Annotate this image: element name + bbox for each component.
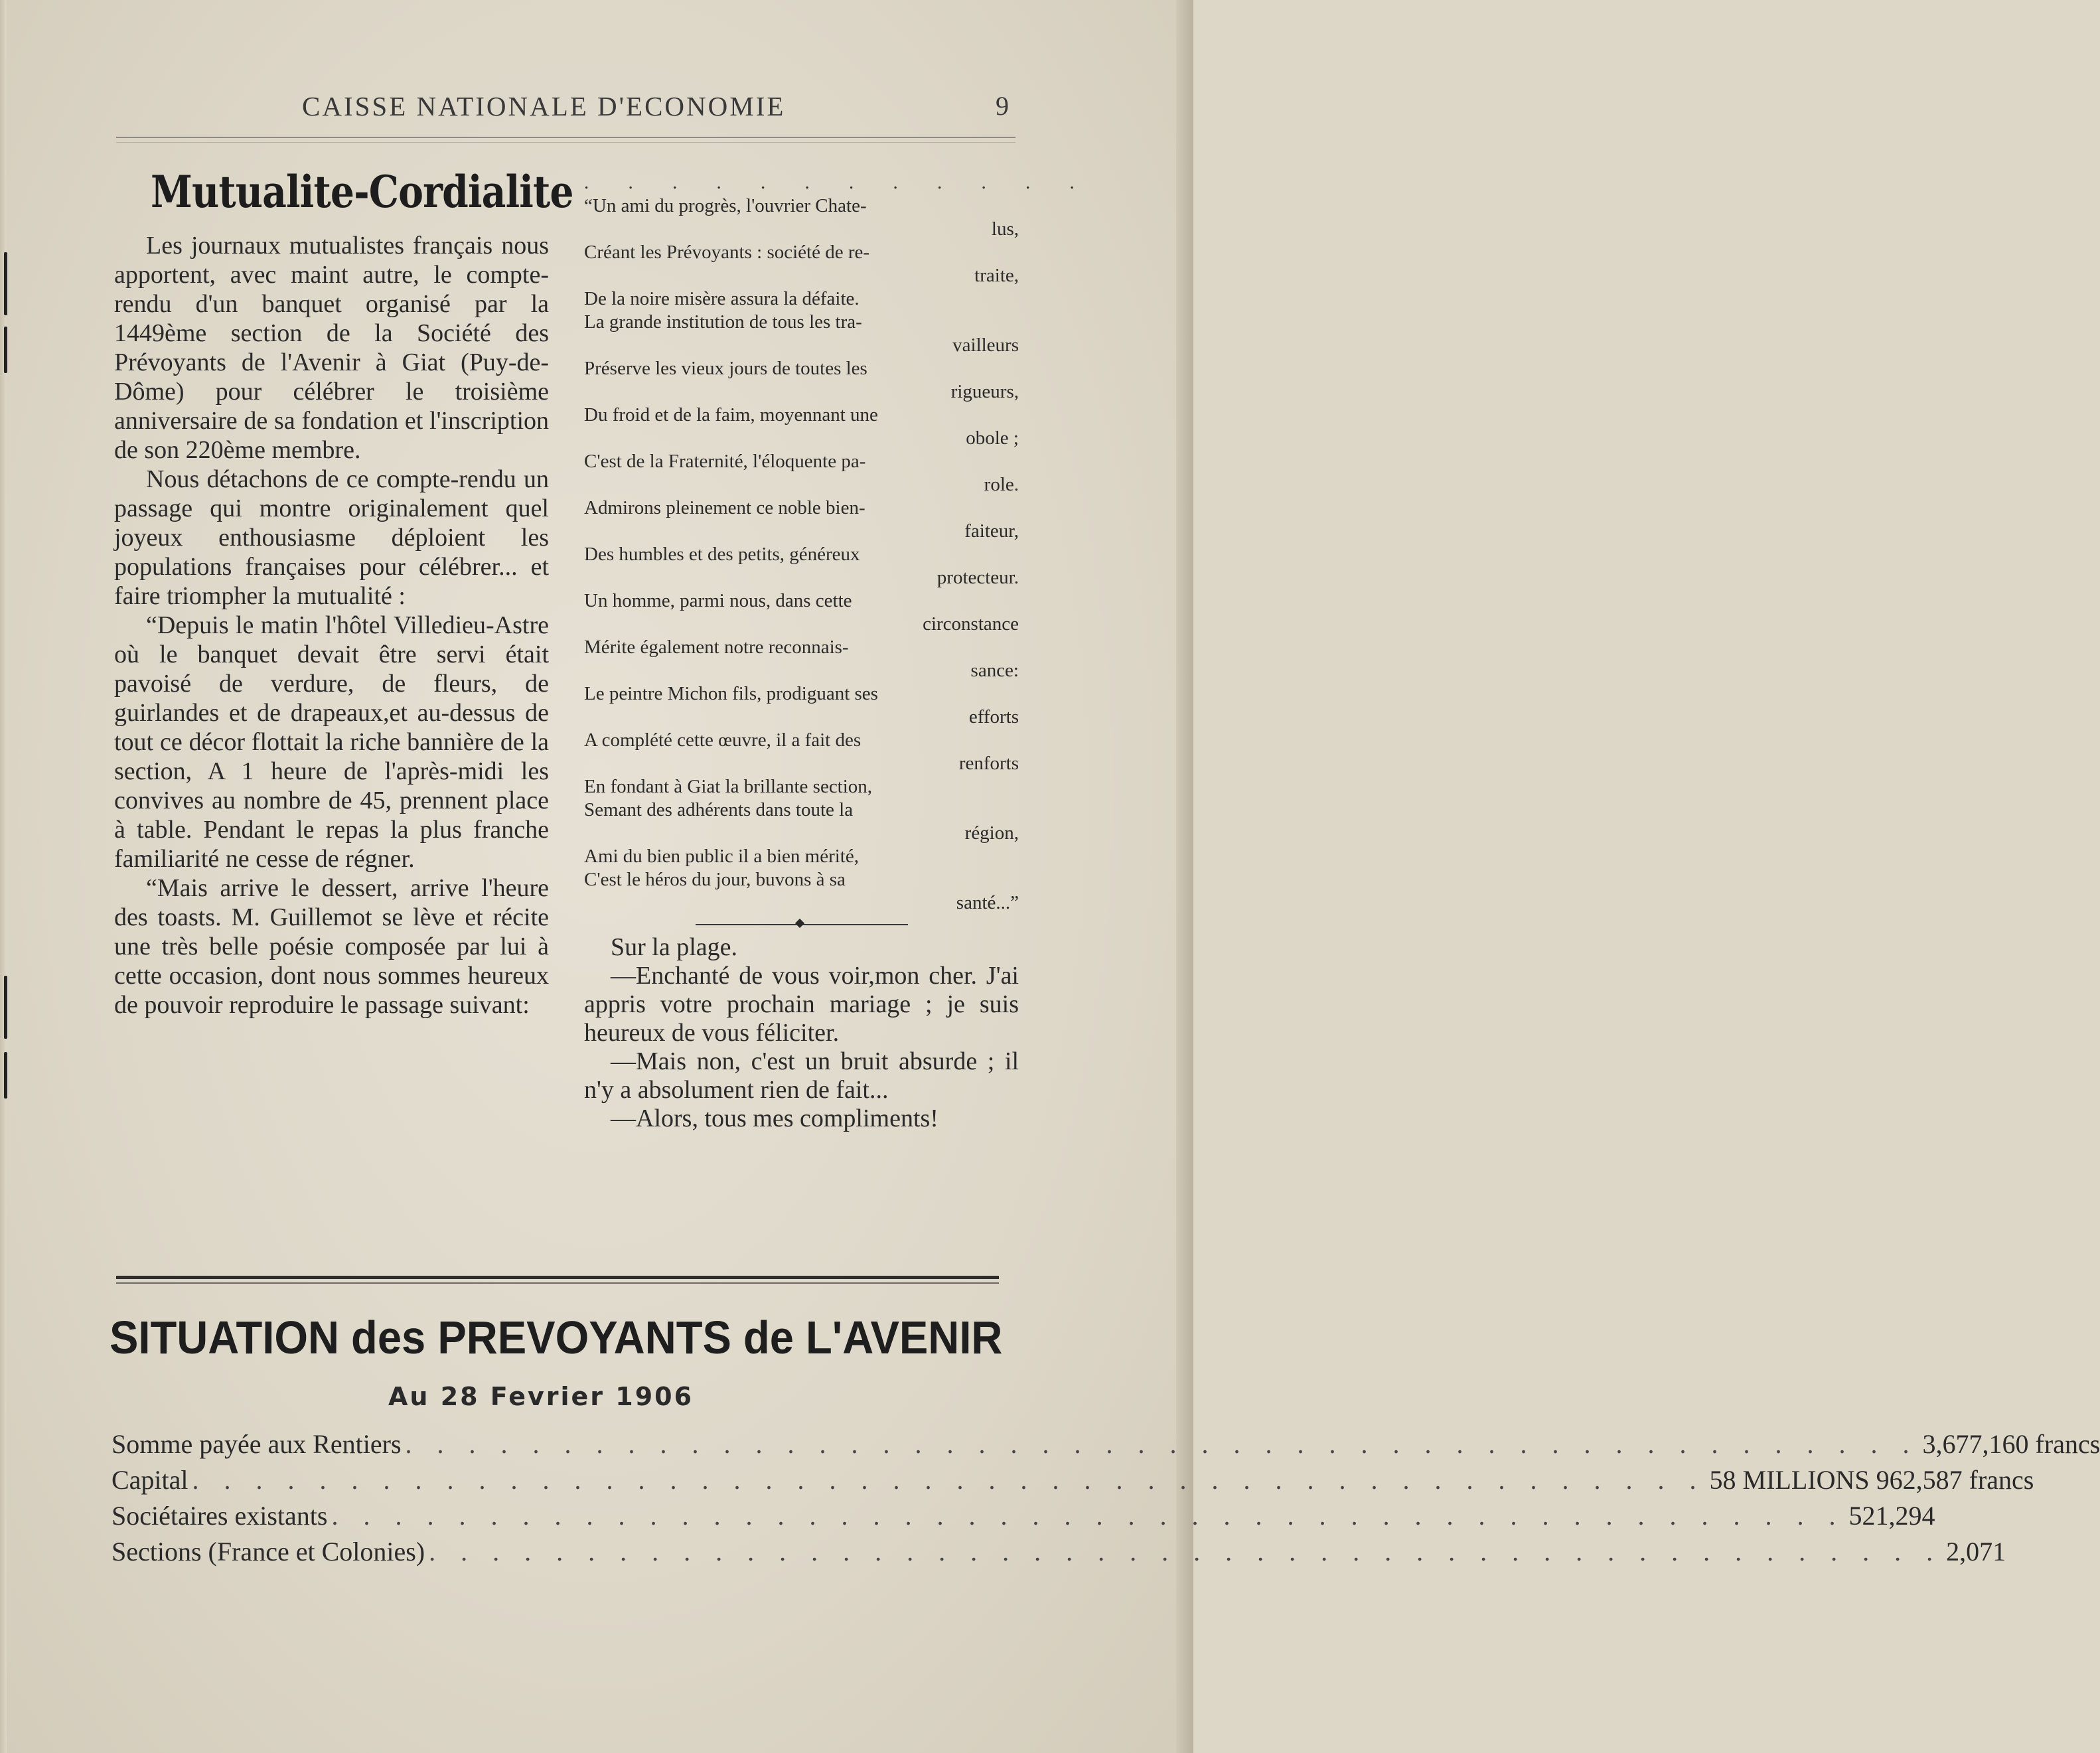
article-paragraph: “Depuis le matin l'hôtel Villedieu-Astre où le banquet devait être servi était pavoisé de verdure, de fleurs, de guirlandes et de drapeaux,et au-dessus de tout ce décor flottait la riche bannière de la section, A 1 heure de l'après-midi les convives au nombre de 45, prennent place à table. Pendant le repas la plus franche familiarité ne cesse de régner. [114, 611, 549, 873]
poem-line: Le peintre Michon fils, prodiguant ses [584, 683, 878, 704]
divider-ornament [794, 919, 804, 928]
poem-line: Un homme, parmi nous, dans cette [584, 590, 852, 611]
situation-row [112, 1464, 2034, 1500]
poem-line: A complété cette œuvre, il a fait des [584, 729, 862, 751]
article-paragraph: Nous détachons de ce compte-rendu un passage qui montre originalement quel joyeux enthousiasme déploient les populations françaises pour célébrer... et faire triompher la mutualité : [114, 465, 549, 610]
poem-line: Préserve les vieux jours de toutes les [584, 358, 867, 379]
left-column [114, 166, 573, 1020]
thick-rule [116, 1276, 999, 1279]
poem-line: C'est le héros du jour, buvons à sa [584, 869, 846, 890]
situation-label: Capital [112, 1465, 188, 1495]
poem-line: La grande institution de tous les tra- [584, 311, 862, 333]
binding-mark [4, 327, 7, 373]
situation-value: 3,677,160 francs [1922, 1429, 2100, 1459]
running-title: CAISSE NATIONALE D'ECONOMIE [302, 91, 786, 121]
poem-line: C'est de la Fraternité, l'éloquente pa- [584, 451, 866, 472]
article-paragraph: Les journaux mutualistes français nous apportent, avec maint autre, le compte-rendu d'un banquet organisé par la 1449ème section de la Société des Prévoyants de l'Avenir à Giat (Puy-de-Dôme) pour célébrer le troisième anniversaire de sa fondation et l'inscription de son 220ème membre. [114, 232, 549, 464]
joke-paragraph: —Alors, tous mes compliments! [611, 1105, 938, 1132]
poem-line-continuation: efforts [968, 706, 1019, 727]
situation-label: Sociétaires existants [112, 1501, 328, 1531]
joke-paragraph: —Enchanté de vous voir,mon cher. J'ai appris votre prochain mariage ; je suis heureux de vous féliciter. [584, 962, 1019, 1047]
poem-line: Admirons pleinement ce noble bien- [584, 497, 865, 518]
binding-mark [4, 1052, 7, 1099]
situation-value: 58 MILLIONS 962,587 francs [1709, 1465, 2034, 1495]
poem-line-continuation: rigueurs, [950, 381, 1019, 402]
header-rule [116, 137, 1015, 138]
poem-line-continuation: sance: [970, 660, 1019, 681]
binding-mark [4, 252, 7, 315]
poem-line: En fondant à Giat la brillante section, [584, 776, 873, 797]
poem-line: Semant des adhérents dans toute la [584, 799, 854, 820]
dot-leader: . . . . . . . . . . . . . . . . . . . . . . . . . . . . . . . . . . . . . . . . . . . . . . . . [405, 1429, 1919, 1459]
article-title: Mutualite-Cordialite [151, 166, 573, 218]
situation-table [112, 1428, 2100, 1572]
situation-label: Sections (France et Colonies) [112, 1537, 425, 1566]
situation-value: 2,071 [1946, 1537, 2006, 1566]
poem-line: Du froid et de la faim, moyennant une [584, 404, 878, 425]
right-column [584, 171, 1092, 1133]
dot-leader: . . . . . . . . . . . . . . . . . . . . . . . . . . . . . . . . . . . . . . . . . . . . . . . . [192, 1465, 1706, 1495]
poem-line-continuation: vailleurs [952, 335, 1019, 356]
poem-line-continuation: circonstance [923, 613, 1019, 635]
thin-rule [116, 1282, 999, 1284]
poem-line-continuation: région, [964, 822, 1019, 844]
poem-line-continuation: lus, [991, 218, 1019, 240]
dot-leader: . . . . . . . . . . . . . . . . . . . . . . . . . . . . . . . . . . . . . . . . . . . . . . . . [331, 1501, 1845, 1531]
situation-row [112, 1428, 2100, 1464]
poem-line-continuation: renforts [958, 753, 1019, 774]
article-body [114, 231, 549, 1020]
situation-date: Au 28 Fevrier 1906 [388, 1382, 694, 1411]
dot-leader: . . . . . . . . . . . . . . . . . . . . . . . . . . . . . . . . . . . . . . . . . . . . . . . . [429, 1537, 1943, 1566]
poem-line-continuation: faiteur, [964, 520, 1019, 542]
page-number: 9 [996, 91, 1009, 121]
poem-line-continuation: santé...” [956, 892, 1019, 913]
situation-row [112, 1500, 1935, 1536]
poem-lines [584, 194, 1019, 915]
poem-ellipsis: . . . . . . . . . . . . [584, 172, 1092, 193]
poem-line: “Un ami du progrès, l'ouvrier Chate- [584, 195, 867, 216]
joke-paragraph: Sur la plage. [611, 933, 738, 961]
article-paragraph: “Mais arrive le dessert, arrive l'heure des toasts. M. Guillemot se lève et récite une très belle poésie composée par lui à cette occasion, dont nous sommes heureux de pouvoir reproduire le passage suivant: [114, 874, 549, 1019]
joke-paragraph: —Mais non, c'est un bruit absurde ; il n'y a absolument rien de fait... [584, 1047, 1019, 1104]
poem-line: De la noire misère assura la défaite. [584, 288, 860, 309]
poem-line-continuation: protecteur. [937, 567, 1019, 588]
poem-line: Ami du bien public il a bien mérité, [584, 846, 859, 867]
poem-line-continuation: traite, [974, 265, 1019, 286]
section-divider [696, 924, 908, 925]
situation-value: 521,294 [1848, 1501, 1935, 1531]
binding-mark [4, 976, 7, 1039]
joke [584, 933, 1019, 1133]
situation-row [112, 1536, 2006, 1572]
poem-line: Mérite également notre reconnais- [584, 637, 849, 658]
poem-line: Des humbles et des petits, généreux [584, 544, 860, 565]
header-rule-thin [116, 142, 1015, 143]
situation-label: Somme payée aux Rentiers [112, 1429, 402, 1459]
poem [584, 171, 1092, 915]
poem-line-continuation: obole ; [966, 427, 1019, 449]
poem-line: Créant les Prévoyants : société de re- [584, 242, 870, 263]
poem-line-continuation: role. [984, 474, 1019, 495]
situation-title: SITUATION des PREVOYANTS de L'AVENIR [110, 1312, 1003, 1363]
